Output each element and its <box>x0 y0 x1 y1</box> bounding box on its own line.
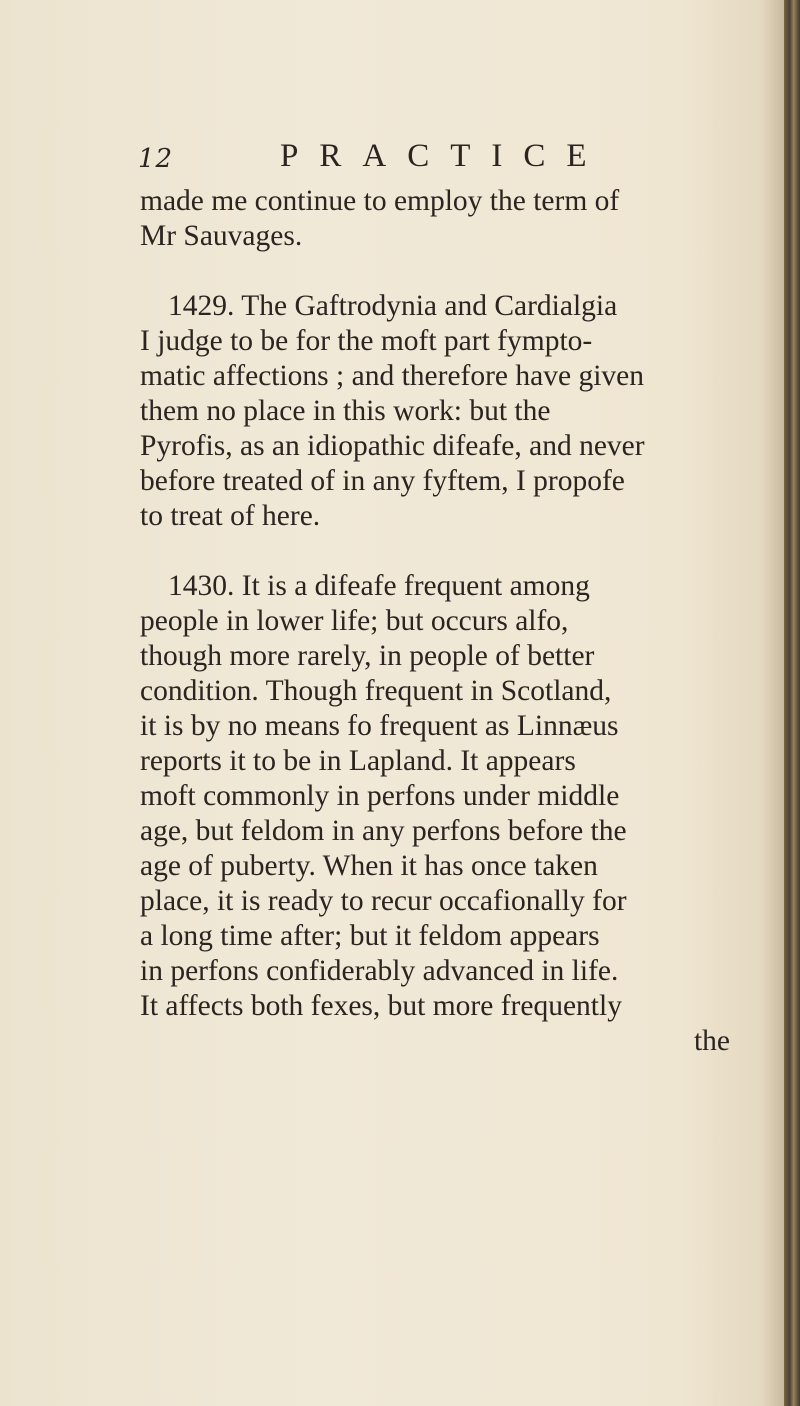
book-binding-edge <box>784 0 800 1406</box>
body-text <box>140 184 740 1059</box>
text-line: Mr Sauvages. <box>140 220 303 252</box>
text-line: Pyrofis, as an idiopathic difeafe, and never <box>140 430 645 462</box>
catchword: the <box>693 1025 730 1057</box>
paragraph-1430-start: 1430. It is a difeafe frequent among <box>168 570 590 602</box>
text-line: a long time after; but it feldom appears <box>140 920 600 952</box>
text-line: age of puberty. When it has once taken <box>140 850 598 882</box>
text-line: age, but feldom in any perfons before the <box>140 815 627 847</box>
text-line: them no place in this work: but the <box>140 395 551 427</box>
text-line: moft commonly in perfons under middle <box>140 780 620 812</box>
text-line: in perfons confiderably advanced in life. <box>140 955 619 987</box>
text-line: condition. Though frequent in Scotland, <box>140 675 612 707</box>
page-number: 12 <box>138 144 174 174</box>
text-line: I judge to be for the moft part fympto- <box>140 325 593 357</box>
text-line: it is by no means fo frequent as Linnæus <box>140 710 619 742</box>
text-line: place, it is ready to recur occafionally for <box>140 885 627 917</box>
text-line: It affects both fexes, but more frequently <box>140 990 622 1022</box>
text-line: before treated of in any fyftem, I propofe <box>140 465 625 497</box>
text-line: though more rarely, in people of better <box>140 640 595 672</box>
text-line: matic affections ; and therefore have given <box>140 360 645 392</box>
running-head: PRACTICE <box>280 138 608 174</box>
text-line: to treat of here. <box>140 500 321 532</box>
gutter-shadow <box>762 0 784 1406</box>
text-line: people in lower life; but occurs alfo, <box>140 605 569 637</box>
text-line: made me continue to employ the term of <box>140 185 620 217</box>
paragraph-1429-start: 1429. The Gaftrodynia and Cardialgia <box>168 290 618 322</box>
text-line: reports it to be in Lapland. It appears <box>140 745 576 777</box>
page-header <box>138 138 618 178</box>
